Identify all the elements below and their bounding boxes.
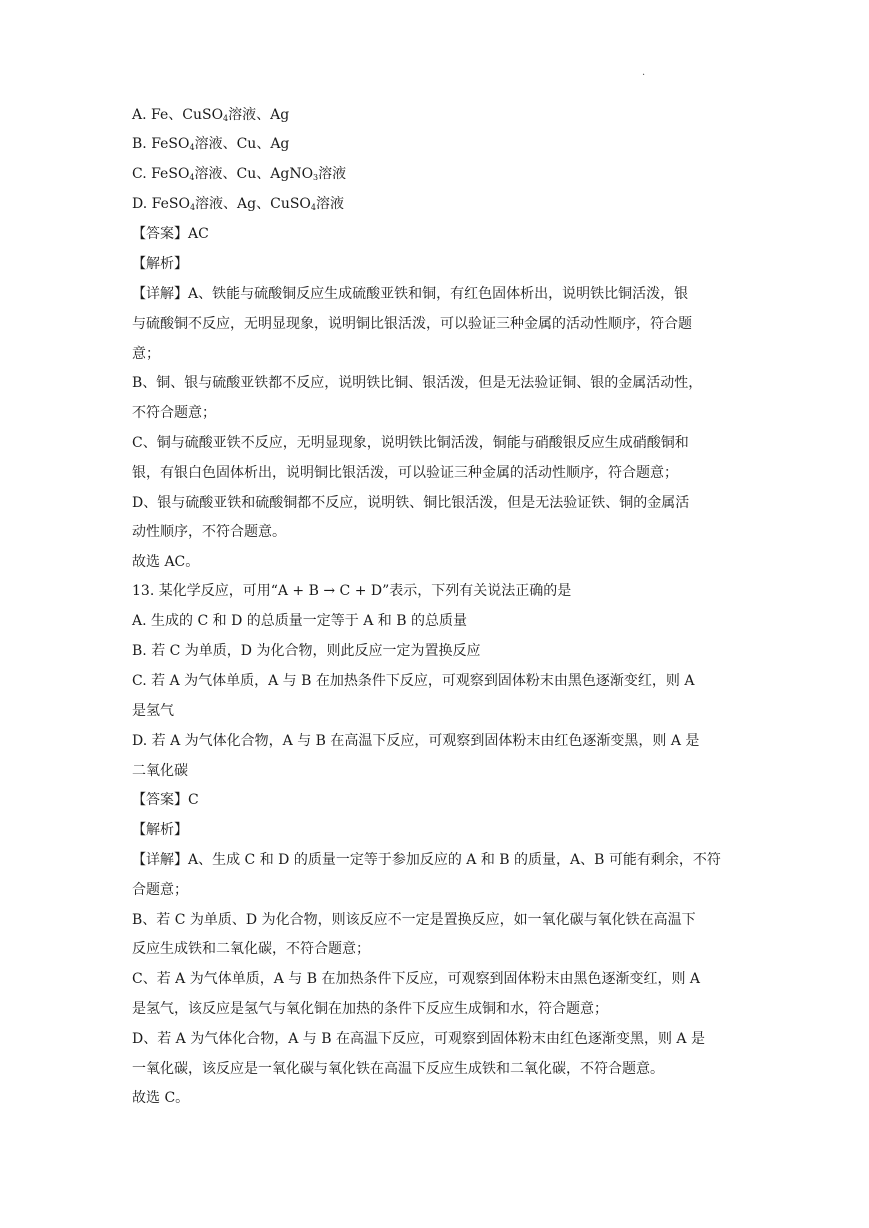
q12-detail-line: 动性顺序，不符合题意。 <box>132 524 286 540</box>
q12-detail-line: 不符合题意； <box>132 405 216 421</box>
corner-mark: · <box>642 70 646 81</box>
q12-detail-line: 与硫酸铜不反应，无明显现象，说明铜比银活泼，可以验证三种金属的活动性顺序，符合题 <box>132 316 692 332</box>
q13-option-a: A. 生成的 C 和 D 的总质量一定等于 A 和 B 的总质量 <box>132 613 467 629</box>
q13-detail-line: 一氧化碳，该反应是一氧化碳与氧化铁在高温下反应生成铁和二氧化碳，不符合题意。 <box>132 1061 664 1077</box>
q12-detail-line: 【详解】A、铁能与硫酸铜反应生成硫酸亚铁和铜，有红色固体析出，说明铁比铜活泼，银 <box>132 286 689 302</box>
q13-option-b: B. 若 C 为单质，D 为化合物，则此反应一定为置换反应 <box>132 643 481 659</box>
q13-conclusion: 故选 C。 <box>132 1090 190 1106</box>
q13-detail-line: D、若 A 为气体化合物，A 与 B 在高温下反应，可观察到固体粉末由红色逐渐变黑，则 A 是 <box>132 1031 705 1047</box>
q13-detail-line: 是氢气，该反应是氢气与氧化铜在加热的条件下反应生成铜和水，符合题意； <box>132 1001 608 1017</box>
q12-detail-line: B、铜、银与硫酸亚铁都不反应，说明铁比铜、银活泼，但是无法验证铜、银的金属活动性， <box>132 375 703 391</box>
q12-answer: 【答案】AC <box>132 226 209 242</box>
q12-detail-line: C、铜与硫酸亚铁不反应，无明显现象，说明铁比铜活泼，铜能与硝酸银反应生成硝酸铜和 <box>132 435 689 451</box>
q13-option-d-line2: 二氧化碳 <box>132 763 188 779</box>
q13-detail-line: 【详解】A、生成 C 和 D 的质量一定等于参加反应的 A 和 B 的质量，A、B 可能有剩余，不符 <box>132 852 721 868</box>
q13-detail-line: 合题意； <box>132 882 188 898</box>
q13-detail-line: 反应生成铁和二氧化碳，不符合题意； <box>132 941 370 957</box>
q13-stem: 13. 某化学反应，可用“A + B → C + D”表示，下列有关说法正确的是 <box>132 583 572 599</box>
q12-detail-line: 意； <box>132 346 160 362</box>
q12-detail-line: D、银与硫酸亚铁和硫酸铜都不反应，说明铁、铜比银活泼，但是无法验证铁、铜的金属活 <box>132 495 690 511</box>
q13-option-c-line2: 是氢气 <box>132 703 174 719</box>
q13-detail-line: B、若 C 为单质、D 为化合物，则该反应不一定是置换反应，如一氧化碳与氧化铁在高温下 <box>132 912 696 928</box>
q12-detail-line: 银，有银白色固体析出，说明铜比银活泼，可以验证三种金属的活动性顺序，符合题意； <box>132 465 678 481</box>
q12-analysis-heading: 【解析】 <box>132 256 188 272</box>
q12-option-a: A. Fe、CuSO$_4$溶液、Ag <box>132 107 290 123</box>
q12-option-b: B. FeSO$_4$溶液、Cu、Ag <box>132 136 290 152</box>
q13-analysis-heading: 【解析】 <box>132 822 188 838</box>
q13-detail-line: C、若 A 为气体单质，A 与 B 在加热条件下反应，可观察到固体粉末由黑色逐渐变红，则 A <box>132 971 701 987</box>
q13-option-d-line1: D. 若 A 为气体化合物，A 与 B 在高温下反应，可观察到固体粉末由红色逐渐变黑，则 A 是 <box>132 733 700 749</box>
q12-conclusion: 故选 AC。 <box>132 554 200 570</box>
q13-answer: 【答案】C <box>132 792 199 808</box>
q12-option-c: C. FeSO$_4$溶液、Cu、AgNO$_3$溶液 <box>132 166 347 182</box>
q13-option-c-line1: C. 若 A 为气体单质，A 与 B 在加热条件下反应，可观察到固体粉末由黑色逐渐变红，则 A <box>132 673 695 689</box>
q12-option-d: D. FeSO$_4$溶液、Ag、CuSO$_4$溶液 <box>132 196 344 212</box>
